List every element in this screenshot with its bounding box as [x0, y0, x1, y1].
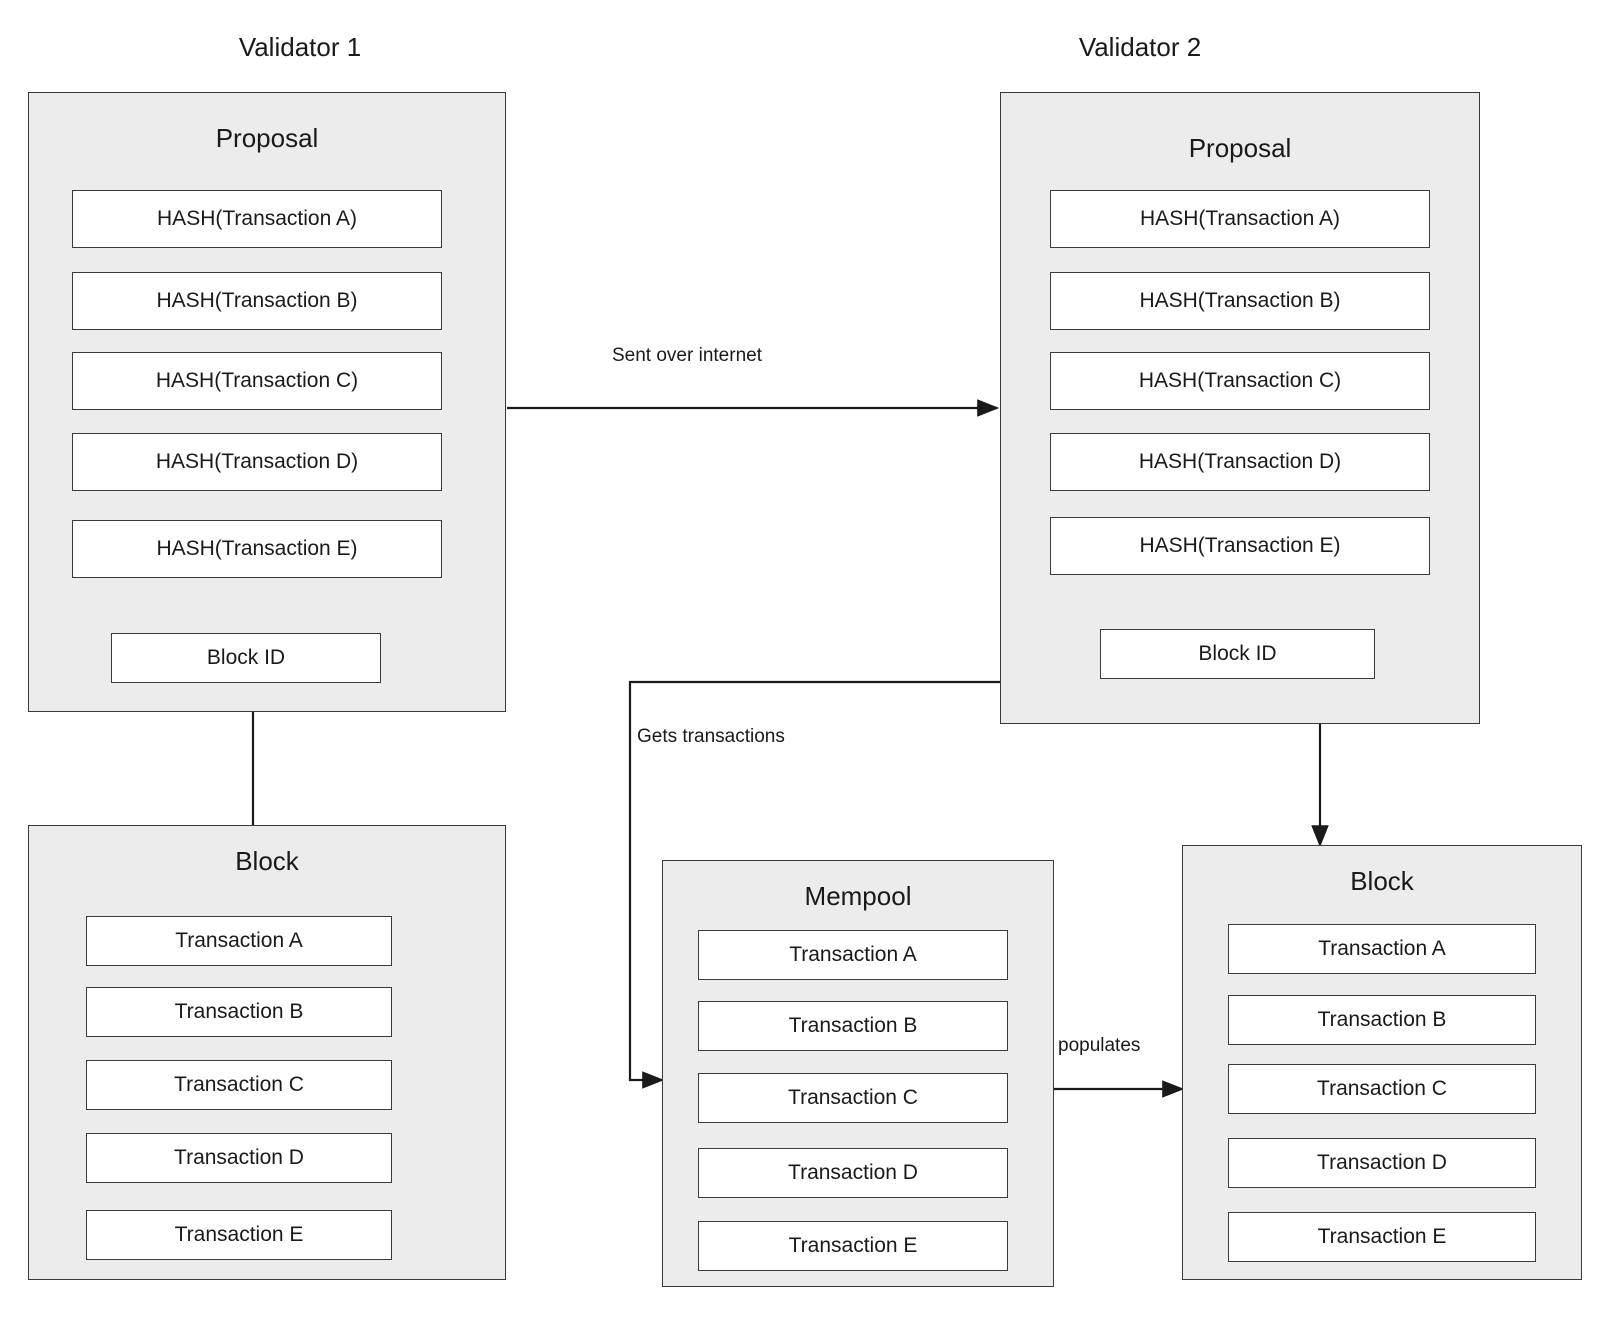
block-id-box: Block ID — [1100, 629, 1375, 679]
list-item: Transaction D — [86, 1133, 392, 1183]
list-item: Transaction C — [698, 1073, 1008, 1123]
list-item: Transaction B — [86, 987, 392, 1037]
list-item: Transaction B — [698, 1001, 1008, 1051]
list-item: Transaction C — [1228, 1064, 1536, 1114]
block-title: Block — [235, 846, 299, 876]
list-item: Transaction D — [1228, 1138, 1536, 1188]
edge-label-populates: populates — [1058, 1035, 1141, 1056]
list-item: HASH(Transaction A) — [72, 190, 442, 248]
validator-1-label: Validator 1 — [238, 32, 362, 62]
list-item: HASH(Transaction D) — [72, 433, 442, 491]
block-title: Block — [1350, 866, 1414, 896]
list-item: Transaction E — [1228, 1212, 1536, 1262]
list-item: HASH(Transaction C) — [72, 352, 442, 410]
list-item: HASH(Transaction E) — [1050, 517, 1430, 575]
list-item: Transaction C — [86, 1060, 392, 1110]
list-item: Transaction A — [698, 930, 1008, 980]
mempool-title: Mempool — [804, 881, 912, 911]
list-item: Transaction B — [1228, 995, 1536, 1045]
proposal-title: Proposal — [215, 123, 319, 153]
edge-label-sent-over-internet: Sent over internet — [612, 345, 762, 366]
list-item: Transaction A — [86, 916, 392, 966]
list-item: Transaction D — [698, 1148, 1008, 1198]
validator-2-label: Validator 2 — [1078, 32, 1202, 62]
list-item: Transaction E — [698, 1221, 1008, 1271]
list-item: HASH(Transaction A) — [1050, 190, 1430, 248]
edge-label-gets-transactions: Gets transactions — [637, 726, 785, 747]
proposal-title: Proposal — [1188, 133, 1292, 163]
list-item: HASH(Transaction D) — [1050, 433, 1430, 491]
list-item: HASH(Transaction E) — [72, 520, 442, 578]
list-item: Transaction A — [1228, 924, 1536, 974]
list-item: HASH(Transaction C) — [1050, 352, 1430, 410]
block-id-box: Block ID — [111, 633, 381, 683]
list-item: HASH(Transaction B) — [72, 272, 442, 330]
list-item: Transaction E — [86, 1210, 392, 1260]
list-item: HASH(Transaction B) — [1050, 272, 1430, 330]
